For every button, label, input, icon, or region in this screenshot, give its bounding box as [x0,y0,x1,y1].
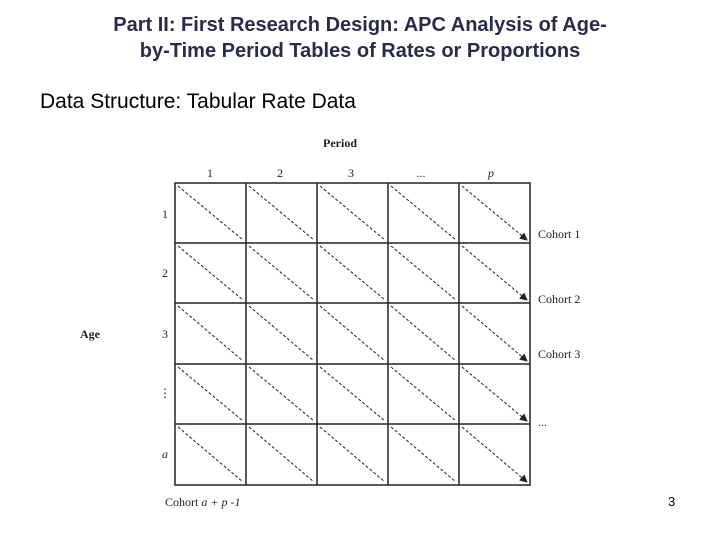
bottom-cohort-formula: a + p -1 [201,495,241,509]
period-ticks [207,166,494,180]
cohort-diagonal [178,427,243,482]
cohort-label: Cohort 3 [538,347,581,361]
cohort-diagonal [249,246,314,300]
cohort-diagonal [462,367,527,421]
bottom-cohort-label [165,495,240,509]
age-tick: ⋮ [159,386,171,400]
cohort-diagonals [178,186,527,482]
cohort-diagonal [249,306,314,361]
cohort-diagonal [462,246,527,300]
cohort-diagonal [320,186,385,240]
period-tick: 3 [348,166,354,180]
slide-subtitle: Data Structure: Tabular Rate Data [40,90,356,113]
cohort-diagonal [320,306,385,361]
cohort-diagonal [178,306,243,361]
period-tick: ... [416,166,426,180]
cohort-diagonal [249,186,314,240]
cohort-labels [538,227,580,429]
cohort-diagonal [391,186,456,240]
cohort-diagonal [391,246,456,300]
period-tick: 1 [207,166,213,180]
cohort-diagonal [391,306,456,361]
cohort-label: Cohort 1 [538,227,581,241]
age-tick: a [162,447,168,461]
cohort-diagonal [320,427,385,482]
cohort-diagonal [178,186,243,240]
period-tick: 2 [277,166,283,180]
cohort-label: Cohort 2 [538,292,581,306]
cohort-diagonal [320,367,385,421]
cohort-diagonal [391,367,456,421]
age-tick: 2 [162,266,168,280]
title-line-1: Part II: First Research Design: APC Analysis of Age- [113,14,607,36]
period-label: Period [323,136,357,150]
age-label: Age [80,327,100,341]
cohort-diagonal [462,427,527,482]
cohort-diagonal [178,367,243,421]
cohort-diagonal [249,427,314,482]
cohort-diagonal [249,367,314,421]
age-ticks [159,207,171,461]
cohort-diagonal [462,306,527,361]
age-tick: 1 [162,207,168,221]
age-tick: 3 [162,327,168,341]
page-number: 3 [668,494,676,509]
cohort-diagonal [391,427,456,482]
title-line-2: by-Time Period Tables of Rates or Proportions [139,40,581,62]
cohort-diagonal [320,246,385,300]
cohort-diagonal [462,186,527,240]
cohort-label: ... [538,415,547,429]
period-tick: p [488,166,494,180]
bottom-cohort-prefix: Cohort [165,495,202,509]
cohort-diagonal [178,246,243,300]
